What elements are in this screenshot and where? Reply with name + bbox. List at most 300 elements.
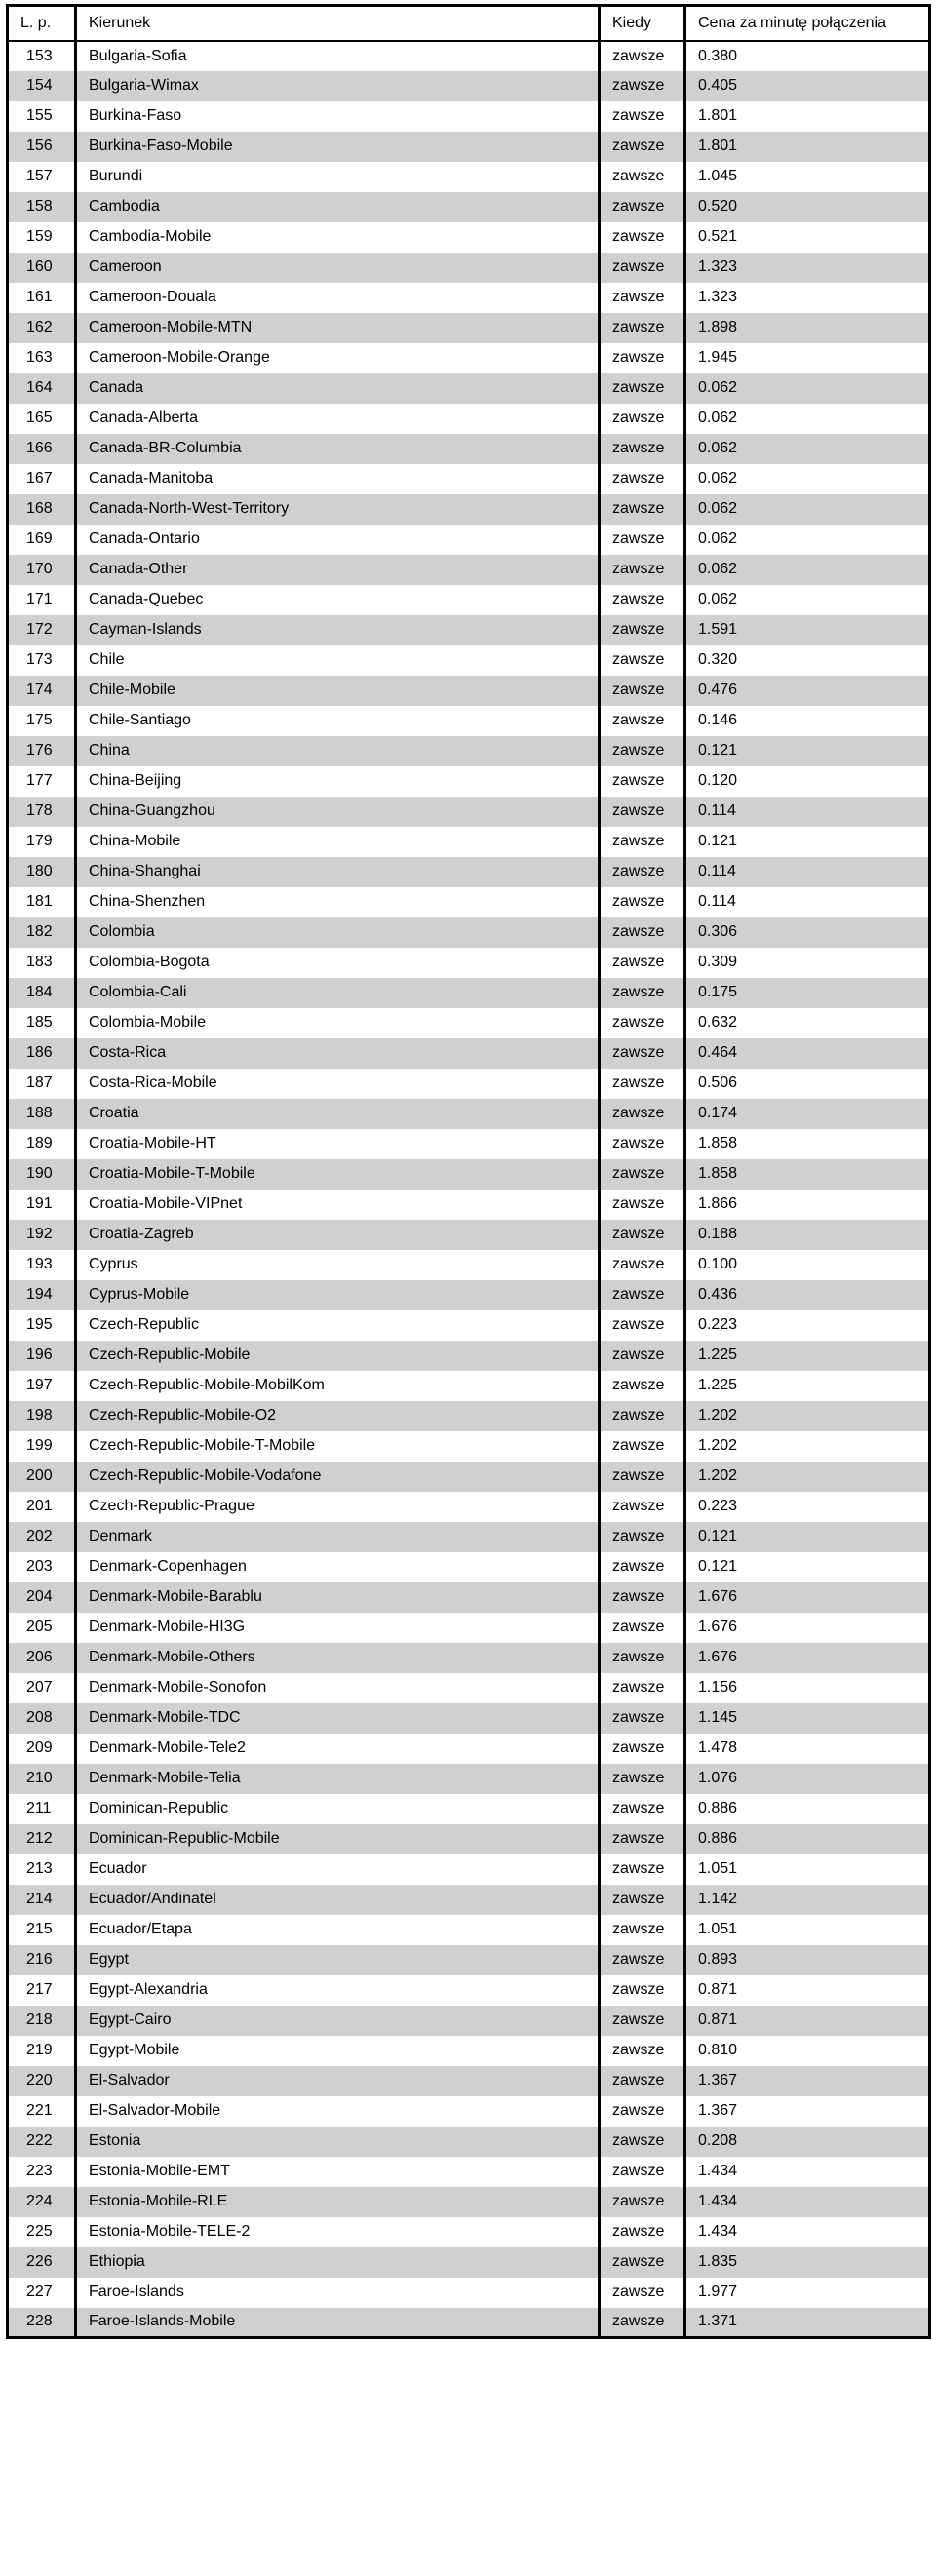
- row-number: 188: [8, 1099, 76, 1129]
- row-number: 182: [8, 917, 76, 948]
- direction-cell: Egypt-Mobile: [76, 2036, 600, 2066]
- table-row: [8, 1190, 930, 1220]
- direction-cell: Czech-Republic-Mobile-T-Mobile: [76, 1431, 600, 1462]
- when-cell: zawsze: [600, 1885, 685, 1915]
- price-cell: 0.223: [685, 1310, 930, 1341]
- when-cell: zawsze: [600, 706, 685, 736]
- table-row: [8, 132, 930, 162]
- table-row: [8, 797, 930, 827]
- row-number: 155: [8, 101, 76, 132]
- direction-cell: Czech-Republic: [76, 1310, 600, 1341]
- table-row: [8, 222, 930, 253]
- table-row: [8, 1703, 930, 1734]
- price-cell: 1.371: [685, 2308, 930, 2338]
- when-cell: zawsze: [600, 736, 685, 766]
- direction-cell: Estonia: [76, 2127, 600, 2157]
- direction-cell: Colombia-Bogota: [76, 948, 600, 978]
- when-cell: zawsze: [600, 41, 685, 71]
- table-row: [8, 1673, 930, 1703]
- table-row: [8, 253, 930, 283]
- rate-table-body: [8, 41, 930, 2338]
- price-cell: 0.175: [685, 978, 930, 1008]
- table-row: [8, 313, 930, 343]
- table-row: [8, 1824, 930, 1854]
- direction-cell: Cyprus: [76, 1250, 600, 1280]
- row-number: 214: [8, 1885, 76, 1915]
- direction-cell: Cambodia-Mobile: [76, 222, 600, 253]
- when-cell: zawsze: [600, 253, 685, 283]
- row-number: 177: [8, 766, 76, 797]
- price-cell: 0.380: [685, 41, 930, 71]
- row-number: 161: [8, 283, 76, 313]
- table-row: [8, 2247, 930, 2278]
- price-cell: 1.145: [685, 1703, 930, 1734]
- table-row: [8, 1552, 930, 1582]
- row-number: 193: [8, 1250, 76, 1280]
- table-row: [8, 766, 930, 797]
- row-number: 203: [8, 1552, 76, 1582]
- direction-cell: Estonia-Mobile-RLE: [76, 2187, 600, 2217]
- table-row: [8, 1129, 930, 1159]
- price-cell: 0.062: [685, 464, 930, 494]
- row-number: 218: [8, 2006, 76, 2036]
- price-cell: 1.367: [685, 2096, 930, 2127]
- direction-cell: Croatia-Mobile-VIPnet: [76, 1190, 600, 1220]
- row-number: 171: [8, 585, 76, 615]
- table-row: [8, 1582, 930, 1613]
- row-number: 220: [8, 2066, 76, 2096]
- price-cell: 1.898: [685, 313, 930, 343]
- row-number: 206: [8, 1643, 76, 1673]
- price-cell: 0.320: [685, 645, 930, 676]
- price-cell: 0.062: [685, 585, 930, 615]
- when-cell: zawsze: [600, 1341, 685, 1371]
- direction-cell: Denmark-Mobile-Others: [76, 1643, 600, 1673]
- when-cell: zawsze: [600, 887, 685, 917]
- direction-cell: Cyprus-Mobile: [76, 1280, 600, 1310]
- when-cell: zawsze: [600, 1734, 685, 1764]
- row-number: 153: [8, 41, 76, 71]
- direction-cell: Cameroon-Mobile-MTN: [76, 313, 600, 343]
- direction-cell: Denmark-Mobile-Sonofon: [76, 1673, 600, 1703]
- row-number: 210: [8, 1764, 76, 1794]
- when-cell: zawsze: [600, 404, 685, 434]
- direction-cell: Burkina-Faso-Mobile: [76, 132, 600, 162]
- direction-cell: El-Salvador: [76, 2066, 600, 2096]
- when-cell: zawsze: [600, 1945, 685, 1975]
- price-cell: 0.810: [685, 2036, 930, 2066]
- table-row: [8, 1038, 930, 1069]
- row-number: 194: [8, 1280, 76, 1310]
- table-row: [8, 2217, 930, 2247]
- price-cell: 0.062: [685, 434, 930, 464]
- when-cell: zawsze: [600, 2036, 685, 2066]
- price-cell: 1.434: [685, 2217, 930, 2247]
- row-number: 156: [8, 132, 76, 162]
- table-row: [8, 1280, 930, 1310]
- price-cell: 1.323: [685, 253, 930, 283]
- when-cell: zawsze: [600, 1462, 685, 1492]
- row-number: 163: [8, 343, 76, 373]
- row-number: 204: [8, 1582, 76, 1613]
- price-cell: 1.866: [685, 1190, 930, 1220]
- table-row: [8, 978, 930, 1008]
- direction-cell: Colombia-Cali: [76, 978, 600, 1008]
- table-row: [8, 343, 930, 373]
- row-number: 169: [8, 525, 76, 555]
- price-cell: 0.223: [685, 1492, 930, 1522]
- row-number: 190: [8, 1159, 76, 1190]
- table-row: [8, 1069, 930, 1099]
- direction-cell: Dominican-Republic-Mobile: [76, 1824, 600, 1854]
- table-row: [8, 1613, 930, 1643]
- price-cell: 0.114: [685, 887, 930, 917]
- row-number: 213: [8, 1854, 76, 1885]
- direction-cell: Canada-Alberta: [76, 404, 600, 434]
- when-cell: zawsze: [600, 1794, 685, 1824]
- direction-cell: Denmark-Copenhagen: [76, 1552, 600, 1582]
- table-row: [8, 1371, 930, 1401]
- table-row: [8, 1220, 930, 1250]
- table-row: [8, 404, 930, 434]
- price-cell: 0.476: [685, 676, 930, 706]
- row-number: 202: [8, 1522, 76, 1552]
- price-cell: 0.121: [685, 827, 930, 857]
- table-row: [8, 1643, 930, 1673]
- price-cell: 1.676: [685, 1643, 930, 1673]
- direction-cell: Estonia-Mobile-EMT: [76, 2157, 600, 2187]
- price-cell: 0.871: [685, 1975, 930, 2006]
- price-cell: 1.076: [685, 1764, 930, 1794]
- row-number: 178: [8, 797, 76, 827]
- when-cell: zawsze: [600, 373, 685, 404]
- table-row: [8, 1492, 930, 1522]
- direction-cell: Cameroon-Mobile-Orange: [76, 343, 600, 373]
- when-cell: zawsze: [600, 1522, 685, 1552]
- direction-cell: Ecuador/Etapa: [76, 1915, 600, 1945]
- when-cell: zawsze: [600, 101, 685, 132]
- column-header-price: Cena za minutę połączenia: [685, 6, 930, 41]
- row-number: 223: [8, 2157, 76, 2187]
- row-number: 221: [8, 2096, 76, 2127]
- when-cell: zawsze: [600, 1824, 685, 1854]
- row-number: 154: [8, 71, 76, 101]
- row-number: 222: [8, 2127, 76, 2157]
- table-row: [8, 162, 930, 192]
- when-cell: zawsze: [600, 2127, 685, 2157]
- table-row: [8, 948, 930, 978]
- when-cell: zawsze: [600, 948, 685, 978]
- row-number: 170: [8, 555, 76, 585]
- when-cell: zawsze: [600, 797, 685, 827]
- price-cell: 1.202: [685, 1401, 930, 1431]
- when-cell: zawsze: [600, 1220, 685, 1250]
- when-cell: zawsze: [600, 1854, 685, 1885]
- price-cell: 1.801: [685, 101, 930, 132]
- when-cell: zawsze: [600, 313, 685, 343]
- when-cell: zawsze: [600, 827, 685, 857]
- table-row: [8, 1945, 930, 1975]
- when-cell: zawsze: [600, 1975, 685, 2006]
- when-cell: zawsze: [600, 917, 685, 948]
- when-cell: zawsze: [600, 1582, 685, 1613]
- price-cell: 0.062: [685, 555, 930, 585]
- direction-cell: Egypt-Alexandria: [76, 1975, 600, 2006]
- when-cell: zawsze: [600, 766, 685, 797]
- price-cell: 1.142: [685, 1885, 930, 1915]
- direction-cell: Denmark-Mobile-Telia: [76, 1764, 600, 1794]
- direction-cell: Egypt: [76, 1945, 600, 1975]
- table-row: [8, 2278, 930, 2308]
- row-number: 184: [8, 978, 76, 1008]
- when-cell: zawsze: [600, 1159, 685, 1190]
- row-number: 159: [8, 222, 76, 253]
- price-cell: 1.434: [685, 2187, 930, 2217]
- when-cell: zawsze: [600, 1250, 685, 1280]
- when-cell: zawsze: [600, 1099, 685, 1129]
- price-cell: 1.225: [685, 1371, 930, 1401]
- when-cell: zawsze: [600, 2187, 685, 2217]
- row-number: 207: [8, 1673, 76, 1703]
- when-cell: zawsze: [600, 1038, 685, 1069]
- when-cell: zawsze: [600, 283, 685, 313]
- when-cell: zawsze: [600, 1703, 685, 1734]
- price-cell: 0.121: [685, 1522, 930, 1552]
- when-cell: zawsze: [600, 1673, 685, 1703]
- when-cell: zawsze: [600, 2006, 685, 2036]
- when-cell: zawsze: [600, 494, 685, 525]
- direction-cell: China-Shanghai: [76, 857, 600, 887]
- price-cell: 1.051: [685, 1915, 930, 1945]
- when-cell: zawsze: [600, 1190, 685, 1220]
- price-cell: 1.676: [685, 1582, 930, 1613]
- when-cell: zawsze: [600, 1069, 685, 1099]
- table-row: [8, 1885, 930, 1915]
- table-row: [8, 2308, 930, 2338]
- direction-cell: Costa-Rica: [76, 1038, 600, 1069]
- row-number: 157: [8, 162, 76, 192]
- row-number: 195: [8, 1310, 76, 1341]
- when-cell: zawsze: [600, 1310, 685, 1341]
- direction-cell: Ecuador/Andinatel: [76, 1885, 600, 1915]
- table-row: [8, 1401, 930, 1431]
- price-cell: 0.436: [685, 1280, 930, 1310]
- table-row: [8, 1250, 930, 1280]
- table-row: [8, 373, 930, 404]
- row-number: 176: [8, 736, 76, 766]
- row-number: 226: [8, 2247, 76, 2278]
- direction-cell: China-Mobile: [76, 827, 600, 857]
- price-cell: 1.945: [685, 343, 930, 373]
- when-cell: zawsze: [600, 857, 685, 887]
- price-cell: 1.835: [685, 2247, 930, 2278]
- direction-cell: Faroe-Islands-Mobile: [76, 2308, 600, 2338]
- when-cell: zawsze: [600, 2157, 685, 2187]
- when-cell: zawsze: [600, 2096, 685, 2127]
- direction-cell: Canada: [76, 373, 600, 404]
- direction-cell: Czech-Republic-Mobile: [76, 1341, 600, 1371]
- table-row: [8, 494, 930, 525]
- direction-cell: Croatia-Mobile-T-Mobile: [76, 1159, 600, 1190]
- table-row: [8, 1794, 930, 1824]
- row-number: 197: [8, 1371, 76, 1401]
- column-header-direction: Kierunek: [76, 6, 600, 41]
- when-cell: zawsze: [600, 1280, 685, 1310]
- direction-cell: Cameroon: [76, 253, 600, 283]
- price-cell: 0.062: [685, 494, 930, 525]
- when-cell: zawsze: [600, 1552, 685, 1582]
- direction-cell: Denmark-Mobile-Tele2: [76, 1734, 600, 1764]
- table-row: [8, 525, 930, 555]
- direction-cell: China-Shenzhen: [76, 887, 600, 917]
- table-row: [8, 1310, 930, 1341]
- row-number: 174: [8, 676, 76, 706]
- when-cell: zawsze: [600, 1764, 685, 1794]
- table-row: [8, 2066, 930, 2096]
- price-cell: 0.521: [685, 222, 930, 253]
- row-number: 162: [8, 313, 76, 343]
- direction-cell: China: [76, 736, 600, 766]
- table-row: [8, 434, 930, 464]
- price-cell: 0.886: [685, 1824, 930, 1854]
- table-row: [8, 615, 930, 645]
- when-cell: zawsze: [600, 2278, 685, 2308]
- table-row: [8, 1975, 930, 2006]
- price-cell: 0.208: [685, 2127, 930, 2157]
- table-row: [8, 192, 930, 222]
- direction-cell: Chile: [76, 645, 600, 676]
- table-row: [8, 41, 930, 71]
- direction-cell: El-Salvador-Mobile: [76, 2096, 600, 2127]
- when-cell: zawsze: [600, 464, 685, 494]
- when-cell: zawsze: [600, 676, 685, 706]
- direction-cell: Croatia: [76, 1099, 600, 1129]
- price-cell: 0.114: [685, 857, 930, 887]
- row-number: 228: [8, 2308, 76, 2338]
- row-number: 173: [8, 645, 76, 676]
- price-cell: 1.801: [685, 132, 930, 162]
- row-number: 181: [8, 887, 76, 917]
- when-cell: zawsze: [600, 2247, 685, 2278]
- when-cell: zawsze: [600, 645, 685, 676]
- row-number: 192: [8, 1220, 76, 1250]
- price-cell: 1.591: [685, 615, 930, 645]
- table-row: [8, 2036, 930, 2066]
- table-row: [8, 1522, 930, 1552]
- row-number: 168: [8, 494, 76, 525]
- direction-cell: Bulgaria-Sofia: [76, 41, 600, 71]
- when-cell: zawsze: [600, 1613, 685, 1643]
- row-number: 187: [8, 1069, 76, 1099]
- when-cell: zawsze: [600, 1401, 685, 1431]
- direction-cell: Czech-Republic-Mobile-O2: [76, 1401, 600, 1431]
- price-cell: 0.464: [685, 1038, 930, 1069]
- direction-cell: Estonia-Mobile-TELE-2: [76, 2217, 600, 2247]
- direction-cell: Ethiopia: [76, 2247, 600, 2278]
- price-cell: 0.886: [685, 1794, 930, 1824]
- direction-cell: Canada-BR-Columbia: [76, 434, 600, 464]
- price-cell: 0.174: [685, 1099, 930, 1129]
- row-number: 186: [8, 1038, 76, 1069]
- price-cell: 0.146: [685, 706, 930, 736]
- row-number: 185: [8, 1008, 76, 1038]
- direction-cell: China-Beijing: [76, 766, 600, 797]
- price-cell: 1.202: [685, 1462, 930, 1492]
- direction-cell: Cambodia: [76, 192, 600, 222]
- when-cell: zawsze: [600, 1915, 685, 1945]
- row-number: 189: [8, 1129, 76, 1159]
- price-cell: 0.309: [685, 948, 930, 978]
- when-cell: zawsze: [600, 2217, 685, 2247]
- price-cell: 0.188: [685, 1220, 930, 1250]
- price-cell: 1.051: [685, 1854, 930, 1885]
- table-row: [8, 827, 930, 857]
- when-cell: zawsze: [600, 978, 685, 1008]
- price-cell: 1.323: [685, 283, 930, 313]
- direction-cell: Denmark-Mobile-TDC: [76, 1703, 600, 1734]
- table-row: [8, 1764, 930, 1794]
- direction-cell: Canada-Ontario: [76, 525, 600, 555]
- table-row: [8, 857, 930, 887]
- table-row: [8, 1854, 930, 1885]
- when-cell: zawsze: [600, 585, 685, 615]
- price-cell: 1.367: [685, 2066, 930, 2096]
- direction-cell: Costa-Rica-Mobile: [76, 1069, 600, 1099]
- row-number: 215: [8, 1915, 76, 1945]
- price-cell: 1.225: [685, 1341, 930, 1371]
- price-cell: 1.156: [685, 1673, 930, 1703]
- direction-cell: Colombia: [76, 917, 600, 948]
- table-row: [8, 1431, 930, 1462]
- direction-cell: Dominican-Republic: [76, 1794, 600, 1824]
- row-number: 200: [8, 1462, 76, 1492]
- direction-cell: Cayman-Islands: [76, 615, 600, 645]
- price-cell: 1.977: [685, 2278, 930, 2308]
- column-header-lp: L. p.: [8, 6, 76, 41]
- direction-cell: China-Guangzhou: [76, 797, 600, 827]
- direction-cell: Croatia-Zagreb: [76, 1220, 600, 1250]
- direction-cell: Colombia-Mobile: [76, 1008, 600, 1038]
- when-cell: zawsze: [600, 555, 685, 585]
- row-number: 217: [8, 1975, 76, 2006]
- row-number: 212: [8, 1824, 76, 1854]
- row-number: 216: [8, 1945, 76, 1975]
- row-number: 158: [8, 192, 76, 222]
- when-cell: zawsze: [600, 343, 685, 373]
- table-row: [8, 2006, 930, 2036]
- column-header-when: Kiedy: [600, 6, 685, 41]
- direction-cell: Canada-Other: [76, 555, 600, 585]
- row-number: 196: [8, 1341, 76, 1371]
- table-row: [8, 1099, 930, 1129]
- header-row: [8, 6, 930, 41]
- when-cell: zawsze: [600, 1008, 685, 1038]
- table-row: [8, 1462, 930, 1492]
- price-cell: 1.676: [685, 1613, 930, 1643]
- table-row: [8, 887, 930, 917]
- table-row: [8, 1915, 930, 1945]
- row-number: 224: [8, 2187, 76, 2217]
- when-cell: zawsze: [600, 71, 685, 101]
- table-row: [8, 917, 930, 948]
- price-cell: 0.520: [685, 192, 930, 222]
- table-row: [8, 645, 930, 676]
- price-cell: 1.202: [685, 1431, 930, 1462]
- direction-cell: Chile-Santiago: [76, 706, 600, 736]
- when-cell: zawsze: [600, 1492, 685, 1522]
- row-number: 201: [8, 1492, 76, 1522]
- direction-cell: Denmark: [76, 1522, 600, 1552]
